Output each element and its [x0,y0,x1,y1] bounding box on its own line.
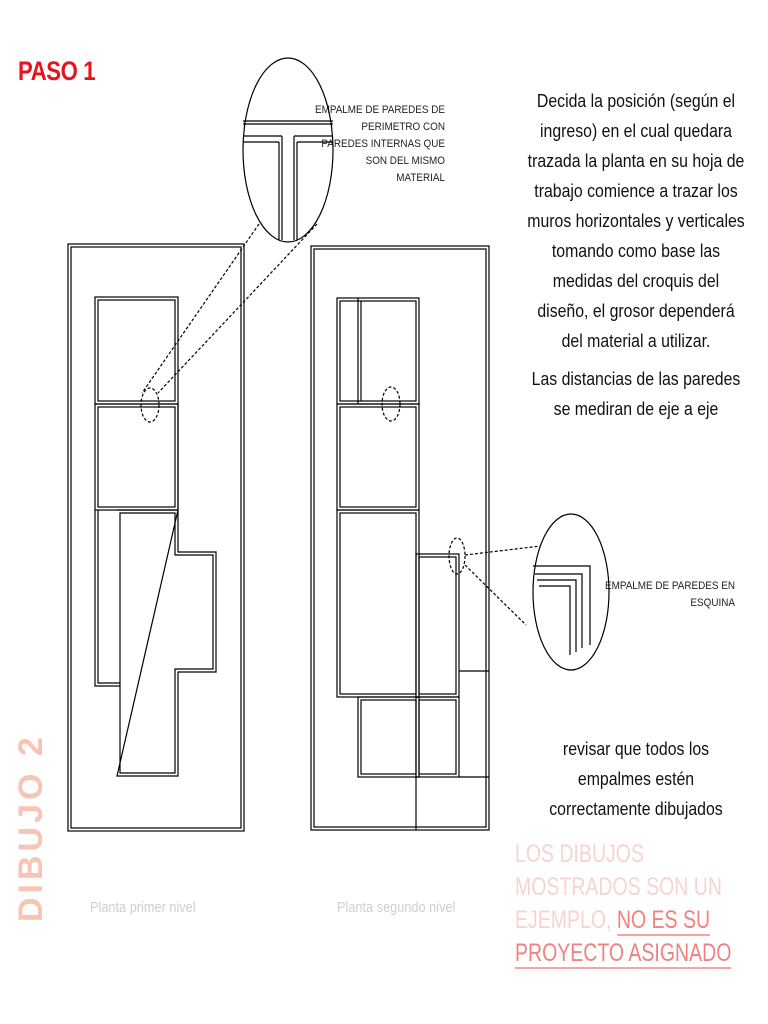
second-floor-room-bottom-left [358,697,419,777]
step-title: PASO 1 [18,56,96,86]
second-floor-plan [311,246,489,830]
second-floor-room-middle-inner [340,407,416,507]
first-floor-room-middle-inner [98,407,175,507]
disclaimer-highlight: NO ES SU PROYECTO ASIGNADO [515,906,732,967]
instructions-paragraph-1: Decida la posición (según el ingreso) en el cual quedara trazada la planta en su hoja de trabajo comience a trazar los muros horizontales y verticales tomando como base las medidas del croquis del diseño, el grosor dependerá del material a utilizar. [527,91,745,351]
first-floor-cross-outer [117,404,216,776]
second-floor-room-middle [337,404,419,510]
instructions-paragraph-2: Las distancias de las paredes se mediran de eje a eje [531,369,741,419]
second-floor-room-top [337,298,419,404]
second-floor-joint-marker-2 [449,538,465,574]
second-floor-room-large [337,510,419,697]
second-floor-room-bottom-right-inner [419,700,456,774]
t-joint-magnifier-circle [243,58,333,242]
first-floor-site-boundary-inner [71,247,241,828]
corner-joint-callout-text: EMPALME DE PAREDES EN ESQUINA [604,580,735,609]
first-floor-left-wing [95,510,120,686]
corner-joint-wall-4 [539,586,570,655]
first-floor-label: Planta primer nivel [90,899,196,916]
first-floor-joint-marker [141,388,159,422]
first-floor-plan [68,244,244,831]
review-note: revisar que todos los empalmes estén correctamente dibujados [549,739,723,819]
first-floor-room-top [95,297,178,404]
second-floor-room-top-inner [340,301,416,401]
corner-joint-wall-2 [535,574,582,648]
corner-joint-leader-2 [465,565,526,625]
t-joint-detail [142,58,333,393]
second-floor-site-boundary [311,246,489,830]
second-floor-room-right-inner [419,557,456,694]
corner-joint-leader-1 [465,546,541,555]
second-floor-room-large-inner [340,513,416,694]
t-joint-callout-text: EMPALME DE PAREDES DE PERIMETRO CON PAREDES INTERNAS QUE SON DEL MISMO MATERIAL [314,104,445,184]
corner-joint-magnifier-circle [533,514,609,670]
first-floor-room-middle [95,404,178,510]
drawing-side-label: DIBUJO 2 [12,733,50,922]
second-floor-room-bottom-right [416,697,459,777]
second-floor-room-right [416,554,459,697]
t-joint-leader-2 [158,224,317,393]
second-floor-room-bottom-left-inner [361,700,416,774]
corner-joint-detail [465,514,609,670]
disclaimer-prefix: LOS DIBUJOS MOSTRADOS SON UN EJEMPLO, [515,840,722,934]
first-floor-room-top-inner [98,300,175,401]
second-floor-label: Planta segundo nivel [337,899,456,916]
